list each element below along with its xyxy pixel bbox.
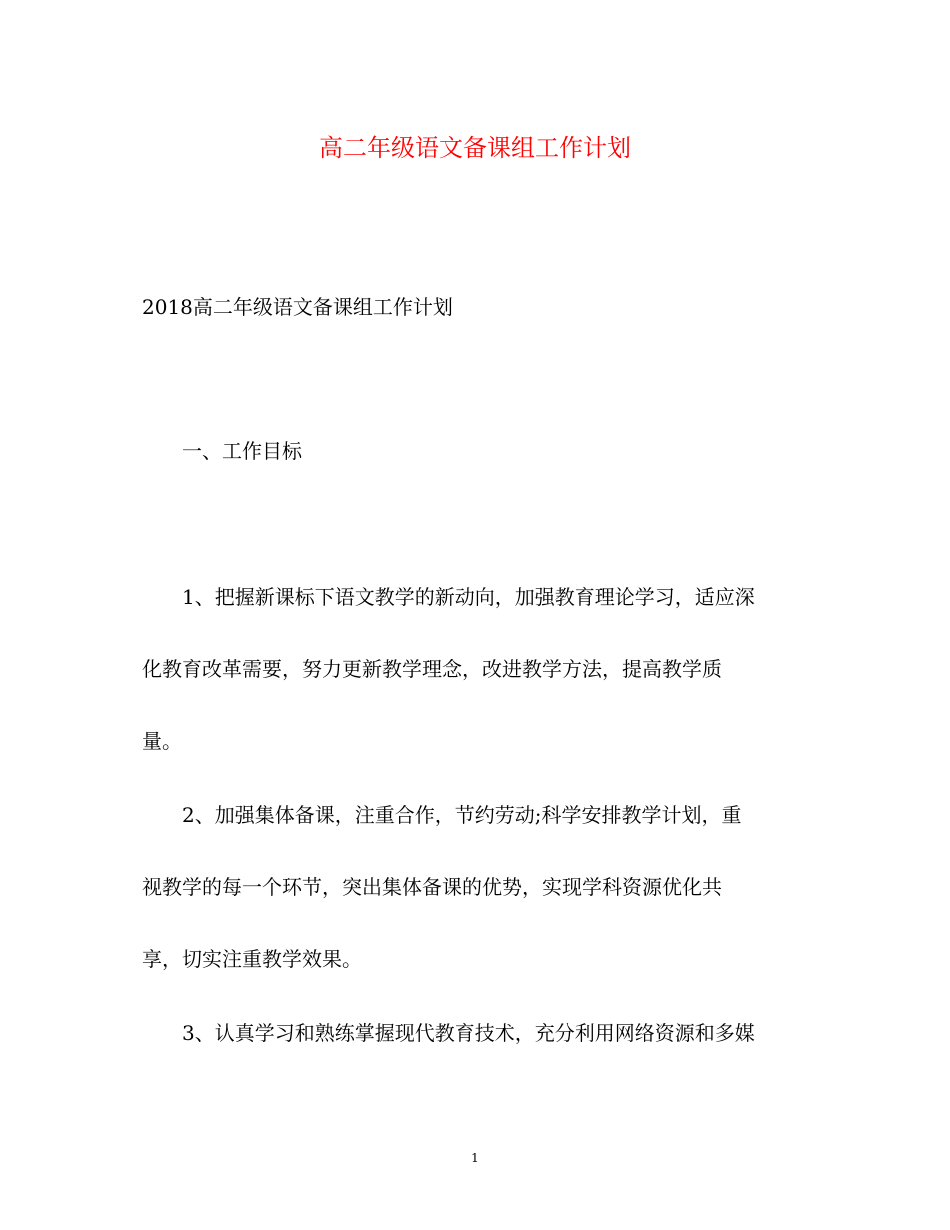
- document-subtitle: 2018高二年级语文备课组工作计划: [142, 295, 453, 319]
- paragraph-item-1: [142, 582, 812, 798]
- page-number: 1: [471, 1151, 479, 1165]
- paragraph-line: 量。: [142, 729, 182, 753]
- paragraph-line: 视教学的每一个环节，突出集体备课的优势，实现学科资源优化共: [142, 875, 722, 899]
- section-heading: 一、工作目标: [182, 439, 302, 463]
- document-title: 高二年级语文备课组工作计划: [319, 134, 631, 162]
- paragraph-line: 3、认真学习和熟练掌握现代教育技术，充分利用网络资源和多媒: [182, 1021, 755, 1045]
- paragraph-line: 2、加强集体备课，注重合作，节约劳动;科学安排教学计划，重: [182, 803, 742, 827]
- paragraph-line: 享，切实注重教学效果。: [142, 947, 362, 971]
- paragraph-item-3: [142, 1018, 812, 1090]
- paragraph-item-2: [142, 800, 812, 1016]
- paragraph-line: 化教育改革需要，努力更新教学理念，改进教学方法，提高教学质: [142, 657, 722, 681]
- paragraph-line: 1、把握新课标下语文教学的新动向，加强教育理论学习，适应深: [182, 585, 755, 609]
